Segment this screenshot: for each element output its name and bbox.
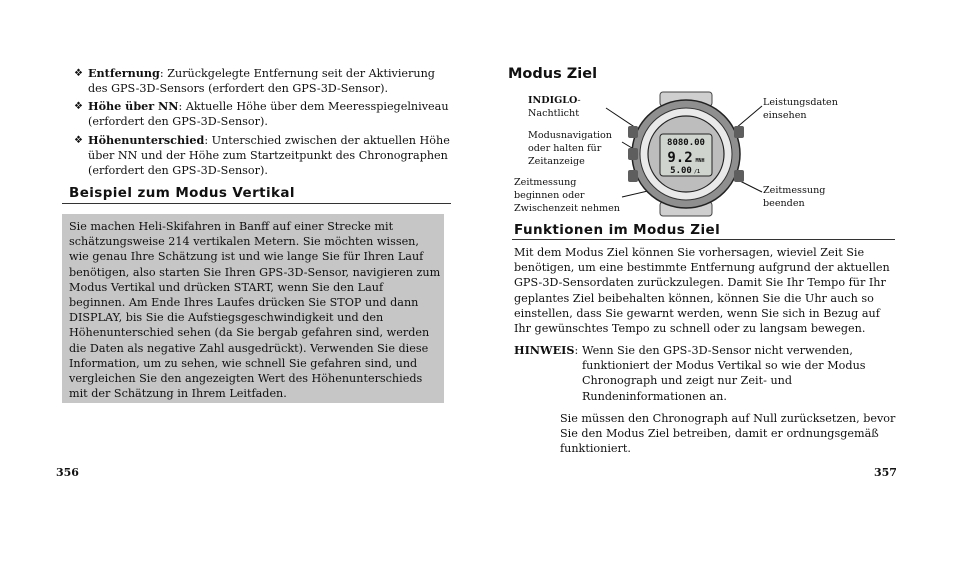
label-start-split: Zeitmessung beginnen oder Zwischenzeit nehmen <box>514 177 620 214</box>
callout-line-performance <box>736 106 762 128</box>
page-title: Modus Ziel <box>508 66 598 82</box>
section-heading-functions: Funktionen im Modus Ziel <box>514 222 721 238</box>
bullet-text <box>88 66 454 96</box>
note-label <box>514 343 578 358</box>
watch-button-mode <box>628 148 638 160</box>
page-number-right: 357 <box>874 466 897 479</box>
page-number-left: 356 <box>56 466 79 479</box>
watch-illustration <box>600 90 770 220</box>
lcd-line-2: 9.2 <box>667 150 693 166</box>
watch-button-indiglo <box>628 126 638 138</box>
label-indiglo-dash: - <box>577 95 581 106</box>
label-indiglo-brand: INDIGLO <box>528 95 578 106</box>
label-indiglo <box>528 95 581 121</box>
section-divider <box>62 203 451 204</box>
watch-button-stop <box>734 170 744 182</box>
label-performance-data: Leistungsdaten einsehen <box>763 97 838 121</box>
bullet-description: : Zurückgelegte Entfernung seit der Aktivierung des GPS-3D-Sensors (erfordert den GPS-3D-Sensor). <box>88 67 435 95</box>
bullet-text <box>88 99 454 129</box>
bullet-description: : Unterschied zwischen der aktuellen Höhe über NN und der Höhe zum Startzeitpunkt des Chronographen (erfordert den GPS-3D-Sensor). <box>88 134 450 177</box>
section-heading-example: Beispiel zum Modus Vertikal <box>69 185 295 201</box>
label-mode-navigation: Modusnavigation oder halten für Zeitanzeige <box>528 130 612 167</box>
note-label-colon: : <box>574 344 579 357</box>
bullet-text <box>88 133 454 178</box>
bullet-description: : Aktuelle Höhe über dem Meeresspiegelniveau (erfordert den GPS-3D-Sensor). <box>88 100 449 128</box>
example-text: Sie machen Heli-Skifahren in Banff auf einer Strecke mit schätzungsweise 214 vertikalen Metern. Sie möchten wissen, wie genau Ihre Schätzung ist und wie lange Sie für Ihren Lauf benötigen, also starten Sie Ihren GPS-3D-Sensor, navigieren zum Modus Vertikal und drücken START, wenn Sie den Lauf beginnen. Am Ende Ihres Laufes drücken Sie STOP und dann DISPLAY, bis Sie die Aufstiegsgeschwindigkeit und den Höhenunterschied sehen (da Sie bergab gefahren sind, werden die Daten als negative Zahl ausgedrückt). Verwenden Sie diese Information, um zu sehen, wie schnell Sie gefahren sind, und vergleichen Sie den angezeigten Wert des Höhenunterschieds mit der Schätzung in Ihrem Leitfaden. <box>69 220 441 401</box>
note-text-2: Sie müssen den Chronograph auf Null zurücksetzen, bevor Sie den Modus Ziel betreiben, damit er ordnungsgemäß funktioniert. <box>560 412 896 456</box>
diamond-bullet-icon: ❖ <box>74 135 83 146</box>
lcd-line-2-unit: MNH <box>695 158 705 164</box>
section-divider <box>512 239 895 240</box>
example-box <box>62 214 444 403</box>
bullet-term: Entfernung <box>88 66 160 80</box>
watch-button-split <box>628 170 638 182</box>
functions-paragraph: Mit dem Modus Ziel können Sie vorhersagen, wieviel Zeit Sie benötigen, um eine bestimmte Entfernung aufgrund der aktuellen GPS-3D-Sensordaten zurückzulegen. Damit Sie Ihr Tempo für Ihr geplantes Ziel beibehalten können, können Sie die Uhr auch so einstellen, dass Sie gewarnt werden, wenn Sie sich in Bezug auf Ihr gewünschtes Tempo zu schnell oder zu langsam bewegen. <box>514 246 890 336</box>
lcd-line-3: 5.00 <box>670 166 692 176</box>
bullet-term: Höhe über NN <box>88 99 179 113</box>
diamond-bullet-icon: ❖ <box>74 68 83 79</box>
bullet-term: Höhenunterschied <box>88 133 205 147</box>
note-text: Wenn Sie den GPS-3D-Sensor nicht verwenden, funktioniert der Modus Vertikal so wie der Modus Chronograph und zeigt nur Zeit- und Rundeninformationen an. <box>582 344 866 403</box>
watch-button-performance <box>734 126 744 138</box>
lcd-line-3-unit: /1 <box>693 169 701 175</box>
label-stop-timing: Zeitmessung beenden <box>763 185 826 209</box>
note-label-word: HINWEIS <box>514 343 575 357</box>
lcd-line-1: 8080.00 <box>667 138 705 148</box>
diamond-bullet-icon: ❖ <box>74 101 83 112</box>
label-indiglo-text: Nachtlicht <box>528 107 580 119</box>
